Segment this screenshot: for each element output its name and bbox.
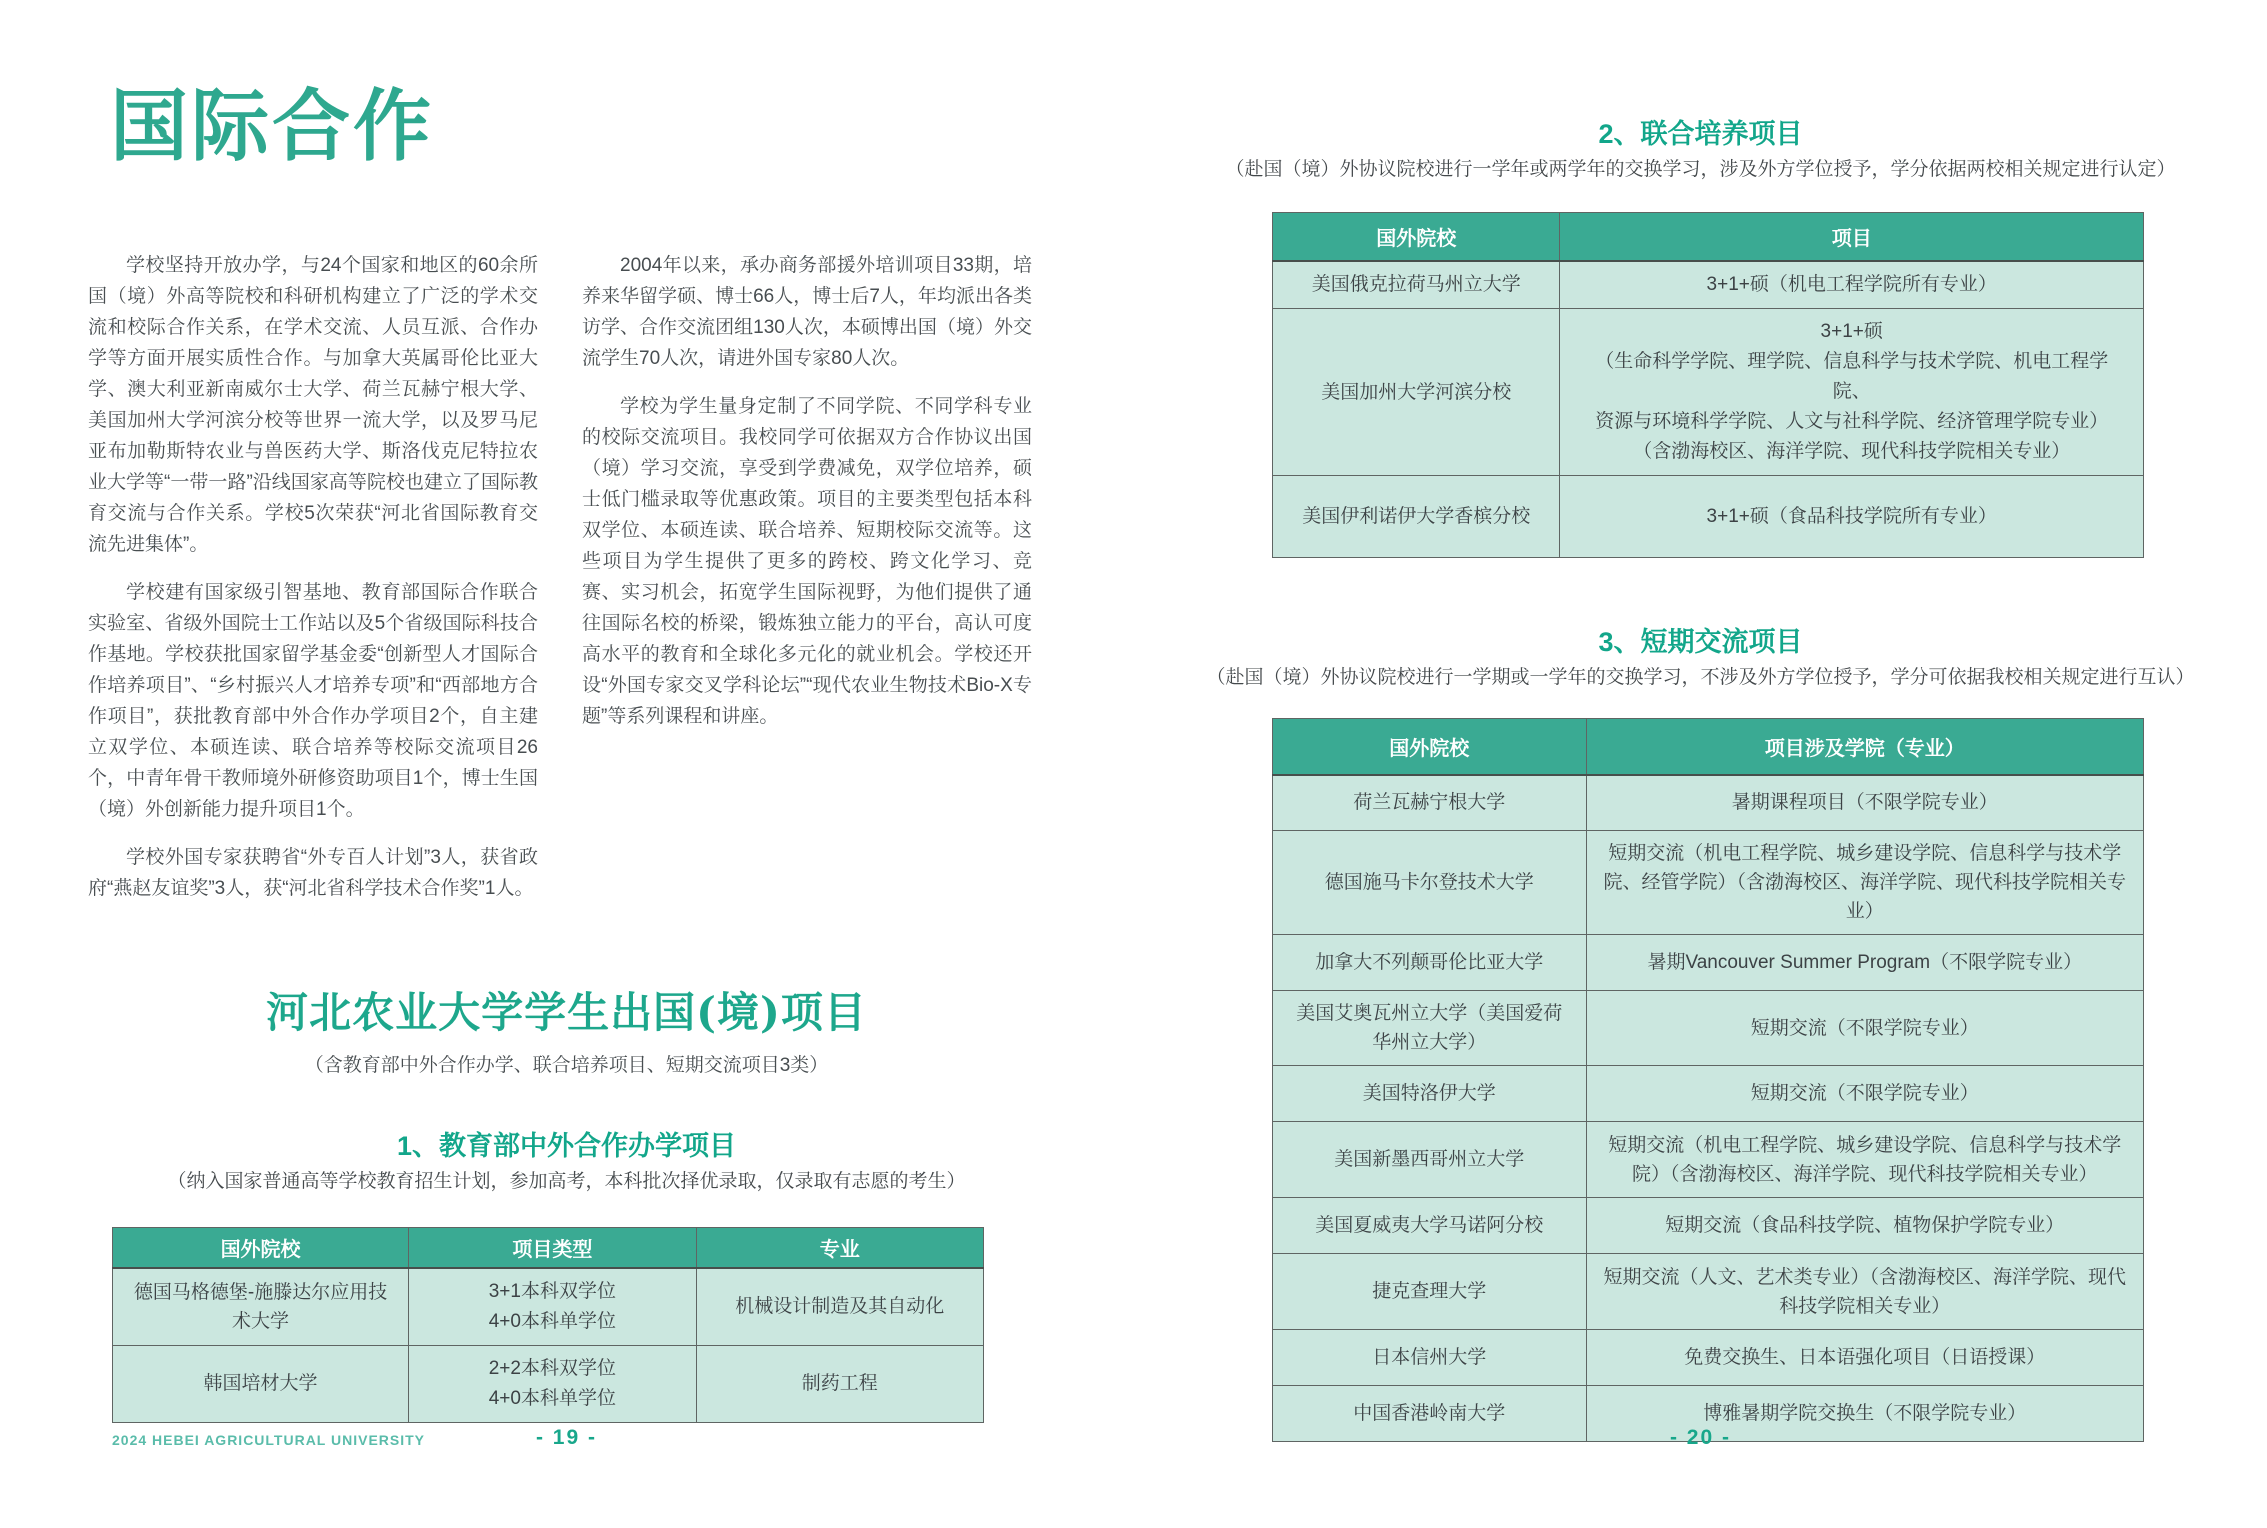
intro-paragraph-1: 学校坚持开放办学，与24个国家和地区的60余所国（境）外高等院校和科研机构建立了广泛的学术交流和校际合作关系，在学术交流、人员互派、合作办学等方面开展实质性合作。与加拿大英属哥伦比亚大学、澳大利亚新南威尔士大学、荷兰瓦赫宁根大学、美国加州大学河滨分校等世界一流大学，以及罗马尼亚布加勒斯特农业与兽医药大学、斯洛伐克尼特拉农业大学等“一带一路”沿线国家高等院校也建立了国际教育交流与合作关系。学校5次荣获“河北省国际教育交流先进集体”。 — [88, 255, 538, 555]
cell-type — [409, 1268, 696, 1346]
cell-project: 短期交流（机电工程学院、城乡建设学院、信息科学与技术学院）（含渤海校区、海洋学院、现代科技学院相关专业） — [1586, 1122, 2143, 1198]
cell-project: 3+1+硕（机电工程学院所有专业） — [1560, 261, 2144, 309]
program3-table — [1272, 718, 2144, 1442]
page-number-20: - 20 - — [1669, 1426, 1731, 1449]
cell-major: 制药工程 — [696, 1345, 983, 1422]
table-row — [1273, 261, 2144, 309]
cell-project: 短期交流（人文、艺术类专业）（含渤海校区、海洋学院、现代科技学院相关专业） — [1586, 1254, 2143, 1330]
cell-project: 短期交流（食品科技学院、植物保护学院专业） — [1586, 1198, 2143, 1254]
intro-paragraph-5: 学校为学生量身定制了不同学院、不同学科专业的校际交流项目。我校同学可依据双方合作协议出国（境）学习交流，享受到学费减免，双学位培养，硕士低门槛录取等优惠政策。项目的主要类型包括本科双学位、本硕连读、联合培养、短期校际交流等。这些项目为学生提供了更多的跨校、跨文化学习、竞赛、实习机会，拓宽学生国际视野，为他们提供了通往国际名校的桥梁，锻炼独立能力的平台，高认可度高水平的教育和全球化多元化的就业机会。学校还开设“外国专家交叉学科论坛”“现代农业生物技术Bio-X专题”等系列课程和讲座。 — [582, 396, 1032, 727]
table-header-row — [1273, 213, 2144, 261]
project-line: （含渤海校区、海洋学院、现代科技学院相关专业） — [1633, 441, 2071, 462]
program3-note: （赴国（境）外协议院校进行一学期或一学年的交换学习，不涉及外方学位授予，学分可依据我校相关规定进行互认） — [1206, 667, 2195, 688]
cell-school: 加拿大不列颠哥伦比亚大学 — [1273, 935, 1587, 991]
cell-project: 短期交流（机电工程学院、城乡建设学院、信息科学与技术学院、经管学院）（含渤海校区、海洋学院、现代科技学院相关专业） — [1586, 831, 2143, 935]
section-subtitle: （含教育部中外合作办学、联合培养项目、短期交流项目3类） — [304, 1055, 829, 1076]
cell-project: 免费交换生、日本语强化项目（日语授课） — [1586, 1330, 2143, 1386]
cell-school: 美国加州大学河滨分校 — [1273, 309, 1560, 476]
program2-heading: 2、联合培养项目 — [1598, 119, 1803, 149]
column-header-project: 项目 — [1560, 213, 2144, 261]
type-line: 3+1本科双学位 — [488, 1280, 616, 1302]
program1-table — [112, 1227, 984, 1423]
cell-major: 机械设计制造及其自动化 — [696, 1268, 983, 1346]
project-line: 资源与环境科学学院、人文与社科学院、经济管理学院专业） — [1595, 411, 2109, 432]
table-row — [113, 1345, 984, 1422]
column-header-school: 国外院校 — [1273, 213, 1560, 261]
intro-paragraph-2: 学校建有国家级引智基地、教育部国际合作联合实验室、省级外国院士工作站以及5个省级国际科技合作基地。学校获批国家留学基金委“创新型人才国际合作培养项目”、“乡村振兴人才培养专项”和“西部地方合作项目”，获批教育部中外合作办学项目2个，自主建立双学位、本硕连读、联合培养等校际交流项目26个，中青年骨干教师境外研修资助项目1个，博士生国（境）外创新能力提升项目1个。 — [88, 582, 538, 820]
cell-project: 暑期课程项目（不限学院专业） — [1586, 775, 2143, 831]
cell-project: 短期交流（不限学院专业） — [1586, 1066, 2143, 1122]
program3-heading: 3、短期交流项目 — [1598, 627, 1803, 657]
cell-school: 美国夏威夷大学马诺阿分校 — [1273, 1198, 1587, 1254]
table-row — [113, 1268, 984, 1346]
intro-column-2 — [582, 250, 1032, 921]
cell-project: 3+1+硕（食品科技学院所有专业） — [1560, 476, 2144, 558]
cell-school: 美国特洛伊大学 — [1273, 1066, 1587, 1122]
table-row — [1273, 1330, 2144, 1386]
cell-school: 美国新墨西哥州立大学 — [1273, 1122, 1587, 1198]
type-line: 4+0本科单学位 — [488, 1387, 616, 1409]
table-row — [1273, 831, 2144, 935]
project-line: 3+1+硕 — [1820, 321, 1883, 342]
cell-school: 荷兰瓦赫宁根大学 — [1273, 775, 1587, 831]
column-header-school: 国外院校 — [113, 1228, 409, 1268]
program2-table — [1272, 212, 2144, 558]
table-row — [1273, 1254, 2144, 1330]
cell-school: 捷克查理大学 — [1273, 1254, 1587, 1330]
page-19 — [0, 0, 1133, 1528]
table-row — [1273, 935, 2144, 991]
program2-note: （赴国（境）外协议院校进行一学年或两学年的交换学习，涉及外方学位授予，学分依据两校相关规定进行认定） — [1225, 159, 2176, 180]
program1-heading: 1、教育部中外合作办学项目 — [396, 1131, 736, 1161]
column-header-major: 专业 — [696, 1228, 983, 1268]
type-line: 4+0本科单学位 — [488, 1310, 616, 1332]
column-header-school: 国外院校 — [1273, 719, 1587, 775]
cell-project: 暑期Vancouver Summer Program（不限学院专业） — [1586, 935, 2143, 991]
intro-paragraph-4: 2004年以来，承办商务部援外培训项目33期，培养来华留学硕、博士66人，博士后7人，年均派出各类访学、合作交流团组130人次，本硕博出国（境）外交流学生70人次，请进外国专家80人次。 — [582, 255, 1032, 369]
table-row — [1273, 1198, 2144, 1254]
cell-school: 韩国培材大学 — [113, 1345, 409, 1422]
table-row — [1273, 991, 2144, 1066]
table-row — [1273, 1122, 2144, 1198]
page-20 — [1134, 0, 2267, 1528]
table-row — [1273, 476, 2144, 558]
cell-school: 美国艾奥瓦州立大学（美国爱荷华州立大学） — [1273, 991, 1587, 1066]
cell-school: 德国施马卡尔登技术大学 — [1273, 831, 1587, 935]
intro-text-columns — [88, 250, 1032, 921]
cell-school: 中国香港岭南大学 — [1273, 1386, 1587, 1442]
page-number-19: - 19 - — [535, 1426, 597, 1449]
type-line: 2+2本科双学位 — [488, 1357, 616, 1379]
project-line: （生命科学学院、理学院、信息科学与技术学院、机电工程学院、 — [1595, 351, 2109, 402]
column-header-project: 项目涉及学院（专业） — [1586, 719, 2143, 775]
table-row — [1273, 775, 2144, 831]
table-row — [1273, 309, 2144, 476]
table-row — [1273, 1066, 2144, 1122]
cell-type — [409, 1345, 696, 1422]
intro-paragraph-3: 学校外国专家获聘省“外专百人计划”3人，获省政府“燕赵友谊奖”3人，获“河北省科学技术合作奖”1人。 — [88, 847, 538, 899]
cell-project — [1560, 309, 2144, 476]
program1-note: （纳入国家普通高等学校教育招生计划，参加高考，本科批次择优录取，仅录取有志愿的考生） — [167, 1171, 966, 1192]
cell-school: 德国马格德堡-施滕达尔应用技术大学 — [113, 1268, 409, 1346]
section-title: 河北农业大学学生出国(境)项目 — [266, 988, 867, 1037]
table-header-row — [1273, 719, 2144, 775]
cell-school: 美国俄克拉荷马州立大学 — [1273, 261, 1560, 309]
footer-brand: 2024 HEBEI AGRICULTURAL UNIVERSITY — [112, 1432, 426, 1448]
cell-school: 日本信州大学 — [1273, 1330, 1587, 1386]
table-header-row — [113, 1228, 984, 1268]
cell-project: 短期交流（不限学院专业） — [1586, 991, 2143, 1066]
cell-school: 美国伊利诺伊大学香槟分校 — [1273, 476, 1560, 558]
column-header-type: 项目类型 — [409, 1228, 696, 1268]
page-title: 国际合作 — [110, 81, 435, 172]
intro-column-1 — [88, 250, 538, 921]
cell-project: 博雅暑期学院交换生（不限学院专业） — [1586, 1386, 2143, 1442]
